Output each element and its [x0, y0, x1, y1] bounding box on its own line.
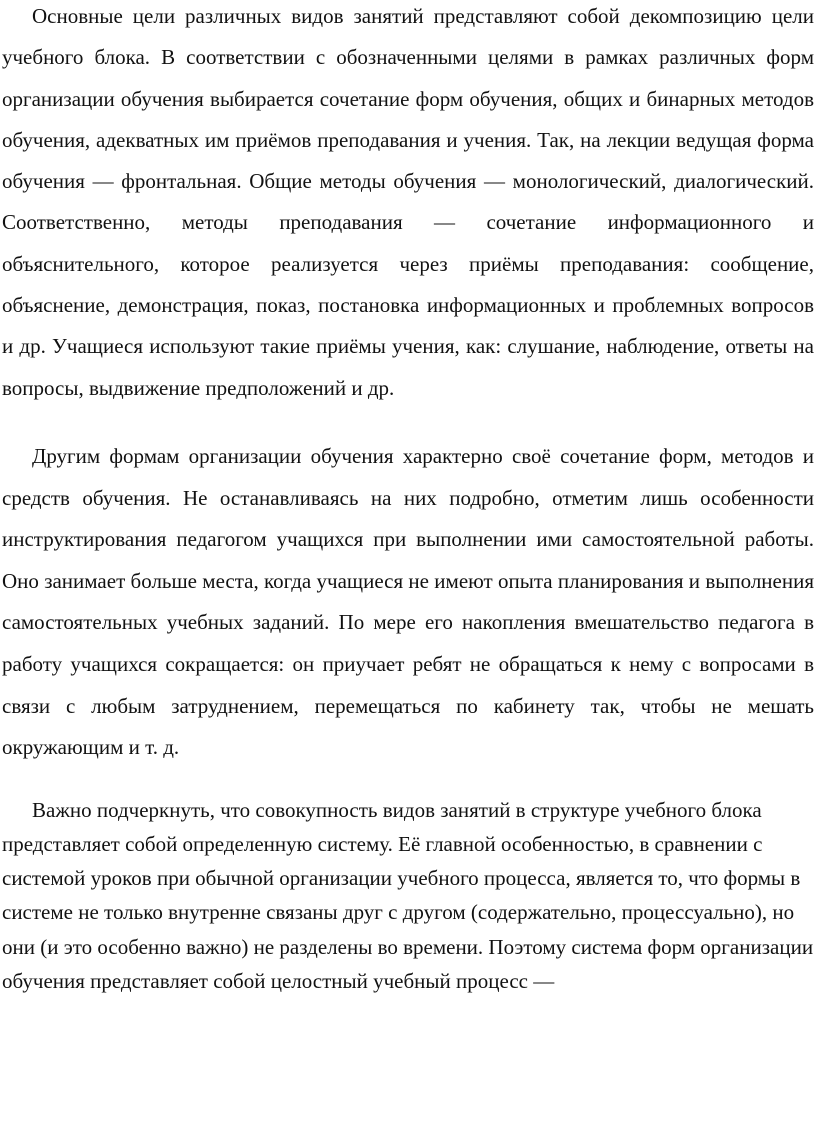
paragraph-system-of-lesson-types: Важно подчеркнуть, что совокупность видов занятий в структуре учебного блока представляет собой определенную систему. Её главной особенностью, в сравнении с системой уроков при обычной организации учебного процесса, является то, что формы в системе не только внутренне связаны друг с другом (содержательно, процессуально), но они (и это особенно важно) не разделены во времени. Поэтому система форм организации обучения представляет собой целостный учебный процесс — [2, 797, 814, 993]
paragraph-other-forms-of-organization: Другим формам организации обучения характерно своё сочетание форм, методов и средств обучения. Не останавливаясь на них подробно, отметим лишь особенности инструктирования педагогом учащихся при выполнении ими самостоятельной работы. Оно занимает больше места, когда учащиеся не имеют опыта планирования и выполнения самостоятельных учебных заданий. По мере его накопления вмешательство педагога в работу учащихся сокращается: он приучает ребят не обращаться к нему с вопросами в связи с любым затруднением, перемещаться по кабинету так, чтобы не мешать окружающим и т. д. [2, 443, 814, 760]
paragraph-goals-of-lesson-types: Основные цели различных видов занятий представляют собой декомпозицию цели учебного блока. В соответствии с обозначенными целями в рамках различных форм организации обучения выбирается сочетание форм обучения, общих и бинарных методов обучения, адекватных им приёмов преподавания и учения. Так, на лекции ведущая форма обучения — фронтальная. Общие методы обучения — монологический, диалогический. Соответственно, методы преподавания — сочетание информационного и объяснительного, которое реализуется через приёмы преподавания: сообщение, объяснение, демонстрация, показ, постановка информационных и проблемных вопросов и др. Учащиеся используют такие приёмы учения, как: слушание, наблюдение, ответы на вопросы, выдвижение предположений и др. [2, 4, 814, 400]
